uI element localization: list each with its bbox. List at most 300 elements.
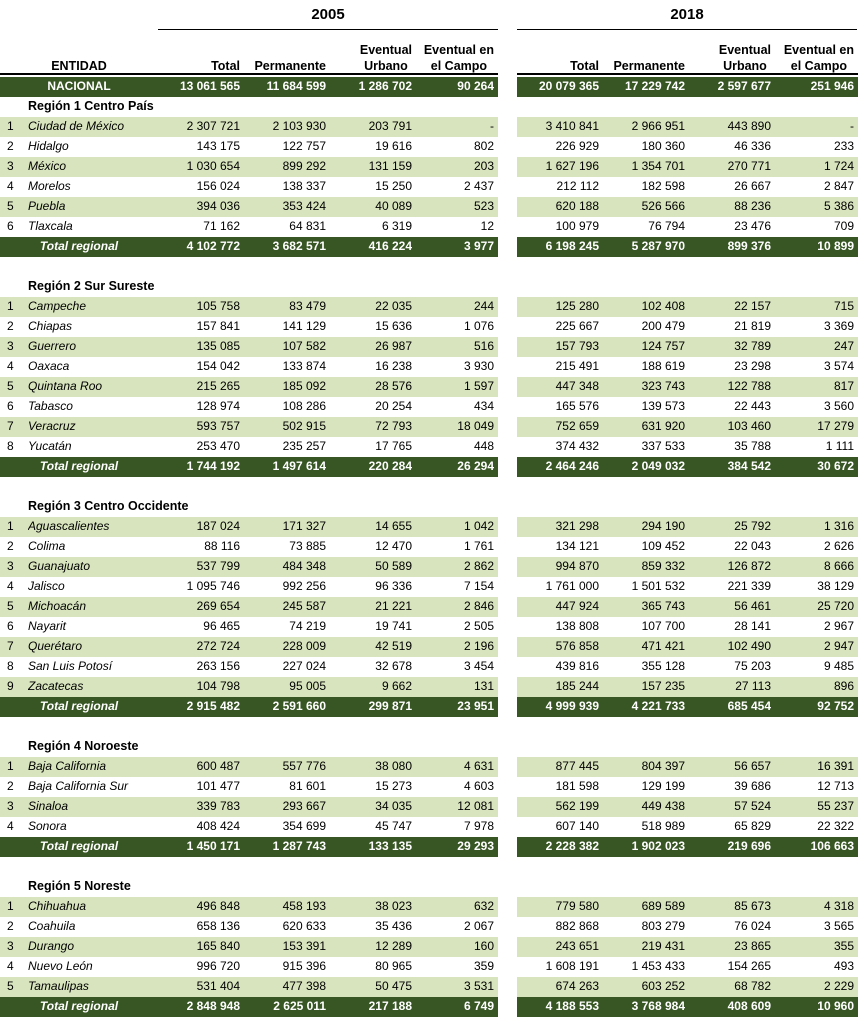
entidad-name: Zacatecas <box>28 679 84 693</box>
value-2018-eventual-urbano: 68 782 <box>734 979 771 993</box>
entidad-name: Guerrero <box>28 339 77 353</box>
table-row <box>0 777 858 797</box>
value-2005-total: 154 042 <box>196 359 240 373</box>
entidad-name: Ciudad de México <box>28 119 125 133</box>
value-2018-eventual-urbano: 443 890 <box>727 119 771 133</box>
value-2005-eventual-campo: 448 <box>473 439 494 453</box>
value-2005-eventual-urbano: 72 793 <box>375 419 412 433</box>
table-row <box>0 797 858 817</box>
value-2005-eventual-campo: 1 042 <box>463 519 494 533</box>
value-2018-total: 447 348 <box>555 379 599 393</box>
value-2018-eventual-urbano: 39 686 <box>734 779 771 793</box>
value-2005-eventual-campo: 359 <box>473 959 494 973</box>
value-2005-eventual-campo: 26 294 <box>457 459 494 473</box>
value-2018-total: 6 198 245 <box>545 239 599 253</box>
row-number: 4 <box>7 359 14 373</box>
value-2005-eventual-urbano: 50 475 <box>375 979 412 993</box>
entidad-name: Sonora <box>28 819 67 833</box>
value-2005-eventual-campo: 1 076 <box>463 319 494 333</box>
value-2005-eventual-campo: 29 293 <box>457 839 494 853</box>
value-2018-total: 779 580 <box>555 899 599 913</box>
value-2005-permanente: 899 292 <box>282 159 326 173</box>
entidad-name: Nuevo León <box>28 959 93 973</box>
row-number: 3 <box>7 799 14 813</box>
entidad-name: Tamaulipas <box>28 979 89 993</box>
value-2018-permanente: 129 199 <box>641 779 685 793</box>
value-2018-permanente: 5 287 970 <box>631 239 685 253</box>
value-2018-eventual-urbano: 65 829 <box>734 819 771 833</box>
value-2018-eventual-campo: 1 724 <box>823 159 854 173</box>
value-2005-eventual-urbano: 96 336 <box>375 579 412 593</box>
value-2005-permanente: 185 092 <box>282 379 326 393</box>
value-2005-eventual-urbano: 12 289 <box>375 939 412 953</box>
value-2005-total: 394 036 <box>196 199 240 213</box>
value-2018-eventual-campo: 9 485 <box>823 659 854 673</box>
value-2018-permanente: 355 128 <box>641 659 685 673</box>
table-row <box>0 817 858 837</box>
value-2005-total: 135 085 <box>196 339 240 353</box>
value-2018-total: 1 608 191 <box>545 959 599 973</box>
value-2005-total: 408 424 <box>196 819 240 833</box>
table-row <box>0 177 858 197</box>
value-2005-eventual-urbano: 34 035 <box>375 799 412 813</box>
value-2018-eventual-campo: 5 386 <box>823 199 854 213</box>
value-2018-eventual-urbano: 21 819 <box>734 319 771 333</box>
entidad-name: Durango <box>28 939 75 953</box>
total-regional-label: Total regional <box>39 839 119 853</box>
region-title: Región 3 Centro Occidente <box>28 499 189 513</box>
value-2018-permanente: 526 566 <box>641 199 685 213</box>
value-2018-total: 562 199 <box>555 799 599 813</box>
table-row <box>0 157 858 177</box>
total-regional-label: Total regional <box>39 699 119 713</box>
entidad-name: Veracruz <box>28 419 76 433</box>
value-2005-permanente: 477 398 <box>282 979 326 993</box>
value-2005-total: 339 783 <box>196 799 240 813</box>
value-2018-eventual-urbano: 88 236 <box>734 199 771 213</box>
value-2018-eventual-campo: 16 391 <box>817 759 854 773</box>
value-2005-permanente: 1 497 614 <box>272 459 326 473</box>
value-2018-eventual-urbano: 26 667 <box>734 179 771 193</box>
value-2018-permanente: 603 252 <box>641 979 685 993</box>
value-2018-eventual-campo: 2 847 <box>823 179 854 193</box>
value-2005-permanente: 74 219 <box>289 619 326 633</box>
value-2018-permanente: 107 700 <box>641 619 685 633</box>
value-2018-permanente: 689 589 <box>641 899 685 913</box>
value-2005-total: 71 162 <box>203 219 240 233</box>
value-2005-permanente: 171 327 <box>282 519 326 533</box>
value-2005-total: 269 654 <box>196 599 240 613</box>
row-number: 8 <box>7 439 14 453</box>
header-total-2018: Total <box>570 59 599 73</box>
row-number: 7 <box>7 419 14 433</box>
header-eventual-urbano-2005: Eventual Urbano <box>359 43 412 73</box>
value-2005-eventual-campo: 2 067 <box>463 919 494 933</box>
value-2005-permanente: 235 257 <box>282 439 326 453</box>
value-2018-eventual-urbano: 23 298 <box>734 359 771 373</box>
table-row <box>0 677 858 697</box>
value-2018-total: 1 627 196 <box>545 159 599 173</box>
value-2005-permanente: 2 103 930 <box>272 119 326 133</box>
value-2018-permanente: 859 332 <box>641 559 685 573</box>
value-2018-total: 3 410 841 <box>545 119 599 133</box>
row-number: 1 <box>7 119 14 133</box>
value-2018-eventual-urbano: 75 203 <box>734 659 771 673</box>
header-eventual-campo-2018: Eventual en el Campo <box>783 43 854 73</box>
value-2005-eventual-campo: 434 <box>473 399 494 413</box>
entidad-name: Baja California <box>28 759 107 773</box>
row-number: 7 <box>7 639 14 653</box>
header-rule <box>517 73 858 75</box>
value-2005-eventual-urbano: 15 273 <box>375 779 412 793</box>
value-2005-total: 253 470 <box>196 439 240 453</box>
row-number: 6 <box>7 219 14 233</box>
value-2005-permanente: 484 348 <box>282 559 326 573</box>
value-2018-eventual-campo: 355 <box>833 939 854 953</box>
value-2018-eventual-campo: - <box>850 119 854 133</box>
value-2005-eventual-campo: 802 <box>473 139 494 153</box>
value-2005-permanente: 2 625 011 <box>273 999 326 1013</box>
value-2005-total: 2 915 482 <box>186 699 240 713</box>
value-2018-total: 1 761 000 <box>545 579 599 593</box>
value-2018-total: 243 651 <box>555 939 599 953</box>
value-2018-eventual-campo: 55 237 <box>817 799 854 813</box>
table-row <box>0 597 858 617</box>
value-2018-eventual-campo: 709 <box>833 219 854 233</box>
value-2005-total: 215 265 <box>196 379 240 393</box>
value-2005-permanente: 153 391 <box>282 939 326 953</box>
value-2005-eventual-campo: 3 454 <box>463 659 494 673</box>
value-2018-permanente: 294 190 <box>641 519 685 533</box>
value-2005-eventual-campo: 12 081 <box>457 799 494 813</box>
row-number: 4 <box>7 579 14 593</box>
table-row <box>0 417 858 437</box>
value-2005-eventual-campo: 3 930 <box>463 359 494 373</box>
row-number: 2 <box>7 779 14 793</box>
row-number: 1 <box>7 899 14 913</box>
value-2005-permanente: 557 776 <box>282 759 326 773</box>
value-2005-eventual-urbano: 40 089 <box>375 199 412 213</box>
table-row <box>0 337 858 357</box>
entidad-name: Oaxaca <box>28 359 70 373</box>
value-2005-eventual-campo: 3 977 <box>463 239 494 253</box>
table-row <box>0 117 858 137</box>
value-2018-eventual-urbano: 154 265 <box>727 959 771 973</box>
value-2005-eventual-campo: 6 749 <box>463 999 494 1013</box>
value-2018-eventual-campo: 896 <box>833 679 854 693</box>
region-title: Región 2 Sur Sureste <box>28 279 155 293</box>
value-2005-permanente: 992 256 <box>282 579 326 593</box>
value-2005-permanente: 227 024 <box>282 659 326 673</box>
row-number: 5 <box>7 979 14 993</box>
value-2018-eventual-campo: 17 279 <box>817 419 854 433</box>
row-number: 3 <box>7 939 14 953</box>
value-2018-eventual-urbano: 408 609 <box>727 999 771 1013</box>
table-row <box>0 437 858 457</box>
table-row <box>0 297 858 317</box>
value-2018-eventual-campo: 10 899 <box>817 239 854 253</box>
entidad-name: Jalisco <box>28 579 65 593</box>
header-total-2005: Total <box>211 59 240 73</box>
header-rule <box>0 73 498 75</box>
value-2005-eventual-urbano: 50 589 <box>375 559 412 573</box>
row-number: 8 <box>7 659 14 673</box>
value-2018-eventual-campo: 4 318 <box>823 899 854 913</box>
value-2005-total: 1 030 654 <box>186 159 240 173</box>
value-2005-eventual-urbano: 80 965 <box>375 959 412 973</box>
value-2018-permanente: 109 452 <box>641 539 685 553</box>
value-2005-total: 2 307 721 <box>186 119 240 133</box>
value-2005-total: 105 758 <box>196 299 240 313</box>
value-2018-permanente: 17 229 742 <box>624 79 685 93</box>
value-2005-eventual-urbano: 32 678 <box>375 659 412 673</box>
value-2018-total: 215 491 <box>555 359 599 373</box>
value-2005-permanente: 502 915 <box>282 419 326 433</box>
value-2005-eventual-campo: 632 <box>473 899 494 913</box>
value-2005-permanente: 620 633 <box>282 919 326 933</box>
value-2005-permanente: 3 682 571 <box>272 239 326 253</box>
value-2005-eventual-urbano: 45 747 <box>375 819 412 833</box>
value-2018-permanente: 1 354 701 <box>631 159 685 173</box>
value-2018-permanente: 219 431 <box>641 939 685 953</box>
value-2018-eventual-campo: 1 111 <box>825 439 854 453</box>
table-row <box>0 917 858 937</box>
value-2018-eventual-campo: 10 960 <box>817 999 854 1013</box>
value-2005-eventual-campo: 3 531 <box>463 979 494 993</box>
value-2005-total: 143 175 <box>196 139 240 153</box>
value-2018-eventual-urbano: 23 476 <box>734 219 771 233</box>
table-row <box>0 397 858 417</box>
value-2018-total: 4 188 553 <box>545 999 599 1013</box>
table-row <box>0 937 858 957</box>
row-number: 6 <box>7 619 14 633</box>
value-2005-permanente: 64 831 <box>289 219 326 233</box>
value-2018-permanente: 4 221 733 <box>631 699 685 713</box>
value-2005-eventual-urbano: 12 470 <box>375 539 412 553</box>
value-2005-total: 600 487 <box>196 759 240 773</box>
nacional-row <box>0 77 858 97</box>
value-2005-total: 1 095 746 <box>186 579 240 593</box>
row-number: 4 <box>7 179 14 193</box>
value-2005-eventual-urbano: 416 224 <box>368 239 412 253</box>
value-2005-total: 658 136 <box>196 919 240 933</box>
value-2018-eventual-campo: 1 316 <box>823 519 854 533</box>
row-number: 9 <box>7 679 14 693</box>
value-2018-eventual-campo: 2 229 <box>823 979 854 993</box>
value-2005-eventual-urbano: 20 254 <box>375 399 412 413</box>
value-2018-permanente: 365 743 <box>641 599 685 613</box>
value-2005-total: 1 450 171 <box>186 839 240 853</box>
value-2005-permanente: 133 874 <box>282 359 326 373</box>
total-regional-row <box>0 997 858 1017</box>
value-2018-permanente: 1 453 433 <box>631 959 685 973</box>
value-2018-permanente: 471 421 <box>641 639 685 653</box>
entidad-name: Michoacán <box>28 599 87 613</box>
value-2018-permanente: 180 360 <box>641 139 685 153</box>
value-2005-eventual-urbano: 28 576 <box>375 379 412 393</box>
value-2018-permanente: 337 533 <box>641 439 685 453</box>
value-2005-total: 128 974 <box>196 399 240 413</box>
value-2018-total: 2 228 382 <box>545 839 599 853</box>
value-2018-total: 212 112 <box>556 179 599 193</box>
value-2005-eventual-campo: 203 <box>473 159 494 173</box>
total-regional-label: Total regional <box>39 999 119 1013</box>
entidad-name: Hidalgo <box>28 139 69 153</box>
value-2018-eventual-campo: 3 560 <box>823 399 854 413</box>
value-2018-permanente: 518 989 <box>641 819 685 833</box>
value-2005-permanente: 141 129 <box>282 319 326 333</box>
value-2018-eventual-urbano: 35 788 <box>734 439 771 453</box>
row-number: 1 <box>7 519 14 533</box>
value-2018-permanente: 804 397 <box>641 759 685 773</box>
value-2005-eventual-urbano: 14 655 <box>375 519 412 533</box>
entidad-name: Aguascalientes <box>28 519 110 533</box>
value-2018-permanente: 631 920 <box>641 419 685 433</box>
region-title: Región 4 Noroeste <box>28 739 139 753</box>
value-2018-eventual-urbano: 56 461 <box>734 599 771 613</box>
value-2005-eventual-urbano: 16 238 <box>375 359 412 373</box>
value-2018-eventual-campo: 38 129 <box>817 579 854 593</box>
value-2018-permanente: 139 573 <box>641 399 685 413</box>
value-2005-permanente: 122 757 <box>282 139 326 153</box>
value-2018-total: 752 659 <box>555 419 599 433</box>
value-2018-eventual-campo: 2 947 <box>823 639 854 653</box>
header-permanente-2018: Permanente <box>613 59 685 73</box>
value-2005-permanente: 81 601 <box>289 779 326 793</box>
value-2018-total: 321 298 <box>555 519 599 533</box>
value-2005-eventual-urbano: 19 616 <box>375 139 412 153</box>
value-2018-total: 100 979 <box>555 219 599 233</box>
entidad-name: Tlaxcala <box>28 219 73 233</box>
value-2018-total: 877 445 <box>555 759 599 773</box>
value-2005-permanente: 138 337 <box>282 179 326 193</box>
entidad-name: Tabasco <box>28 399 73 413</box>
value-2005-permanente: 95 005 <box>289 679 326 693</box>
entidad-name: Campeche <box>28 299 87 313</box>
entidad-name: Quintana Roo <box>28 379 103 393</box>
value-2018-total: 439 816 <box>555 659 599 673</box>
value-2005-eventual-campo: 516 <box>473 339 494 353</box>
value-2018-eventual-urbano: 25 792 <box>734 519 771 533</box>
row-number: 1 <box>7 299 14 313</box>
region-title: Región 1 Centro País <box>28 99 154 113</box>
value-2005-permanente: 1 287 743 <box>272 839 326 853</box>
value-2005-permanente: 2 591 660 <box>272 699 326 713</box>
value-2018-eventual-campo: 233 <box>833 139 854 153</box>
value-2018-eventual-campo: 3 369 <box>823 319 854 333</box>
value-2005-eventual-campo: 523 <box>473 199 494 213</box>
value-2005-eventual-campo: 2 505 <box>463 619 494 633</box>
value-2018-total: 576 858 <box>555 639 599 653</box>
value-2005-eventual-campo: 4 603 <box>463 779 494 793</box>
row-number: 2 <box>7 539 14 553</box>
value-2018-eventual-urbano: 221 339 <box>727 579 771 593</box>
value-2005-eventual-urbano: 38 080 <box>375 759 412 773</box>
entidad-name: Chihuahua <box>28 899 87 913</box>
row-number: 4 <box>7 819 14 833</box>
value-2005-eventual-urbano: 15 250 <box>375 179 412 193</box>
table-row <box>0 537 858 557</box>
value-2005-permanente: 458 193 <box>282 899 326 913</box>
value-2005-total: 593 757 <box>196 419 240 433</box>
table-row <box>0 197 858 217</box>
value-2018-permanente: 182 598 <box>641 179 685 193</box>
value-2018-eventual-urbano: 23 865 <box>734 939 771 953</box>
value-2005-eventual-urbano: 9 662 <box>381 679 412 693</box>
value-2005-permanente: 108 286 <box>282 399 326 413</box>
region-title: Región 5 Noreste <box>28 879 131 893</box>
entidad-name: San Luis Potosí <box>28 659 113 673</box>
value-2018-eventual-urbano: 22 443 <box>734 399 771 413</box>
value-2018-eventual-urbano: 28 141 <box>734 619 771 633</box>
row-number: 6 <box>7 399 14 413</box>
total-regional-row <box>0 697 858 717</box>
value-2018-eventual-campo: 2 626 <box>823 539 854 553</box>
value-2005-permanente: 73 885 <box>289 539 326 553</box>
total-regional-label: Total regional <box>39 239 119 253</box>
value-2005-total: 496 848 <box>196 899 240 913</box>
value-2005-eventual-campo: - <box>490 119 494 133</box>
table-row <box>0 357 858 377</box>
value-2005-permanente: 354 699 <box>282 819 326 833</box>
value-2018-eventual-campo: 30 672 <box>817 459 854 473</box>
value-2005-eventual-urbano: 217 188 <box>368 999 412 1013</box>
value-2005-total: 263 156 <box>196 659 240 673</box>
value-2005-permanente: 245 587 <box>282 599 326 613</box>
value-2018-eventual-campo: 12 713 <box>817 779 854 793</box>
value-2018-eventual-urbano: 685 454 <box>727 699 771 713</box>
entidad-name: Querétaro <box>28 639 83 653</box>
value-2018-total: 447 924 <box>555 599 599 613</box>
value-2005-total: 2 848 948 <box>186 999 240 1013</box>
table-row <box>0 377 858 397</box>
value-2005-eventual-urbano: 203 791 <box>368 119 412 133</box>
value-2005-eventual-campo: 160 <box>473 939 494 953</box>
value-2005-eventual-campo: 12 <box>480 219 494 233</box>
nacional-label: NACIONAL <box>47 79 111 93</box>
value-2018-eventual-urbano: 32 789 <box>734 339 771 353</box>
value-2005-permanente: 11 684 599 <box>266 79 326 93</box>
value-2018-total: 165 576 <box>555 399 599 413</box>
value-2018-eventual-campo: 715 <box>833 299 854 313</box>
value-2005-eventual-urbano: 131 159 <box>368 159 412 173</box>
value-2018-eventual-urbano: 102 490 <box>727 639 771 653</box>
entidad-name: Morelos <box>28 179 71 193</box>
value-2018-eventual-urbano: 22 157 <box>734 299 771 313</box>
value-2018-eventual-campo: 106 663 <box>810 839 854 853</box>
total-regional-label: Total regional <box>39 459 119 473</box>
header-eventual-campo-2005: Eventual en el Campo <box>423 43 494 73</box>
row-number: 2 <box>7 319 14 333</box>
value-2005-eventual-urbano: 22 035 <box>375 299 412 313</box>
table-row <box>0 517 858 537</box>
value-2018-eventual-campo: 2 967 <box>823 619 854 633</box>
value-2005-total: 156 024 <box>196 179 240 193</box>
value-2005-eventual-campo: 1 761 <box>463 539 494 553</box>
value-2018-total: 620 188 <box>555 199 599 213</box>
value-2005-eventual-urbano: 35 436 <box>375 919 412 933</box>
value-2018-total: 882 868 <box>555 919 599 933</box>
value-2018-total: 226 929 <box>555 139 599 153</box>
value-2005-eventual-campo: 2 862 <box>463 559 494 573</box>
value-2005-total: 13 061 565 <box>179 79 240 93</box>
value-2005-eventual-campo: 4 631 <box>463 759 494 773</box>
value-2018-permanente: 2 966 951 <box>631 119 685 133</box>
value-2005-total: 4 102 772 <box>186 239 240 253</box>
table-row <box>0 217 858 237</box>
value-2005-eventual-urbano: 38 023 <box>375 899 412 913</box>
entidad-name: Nayarit <box>28 619 67 633</box>
